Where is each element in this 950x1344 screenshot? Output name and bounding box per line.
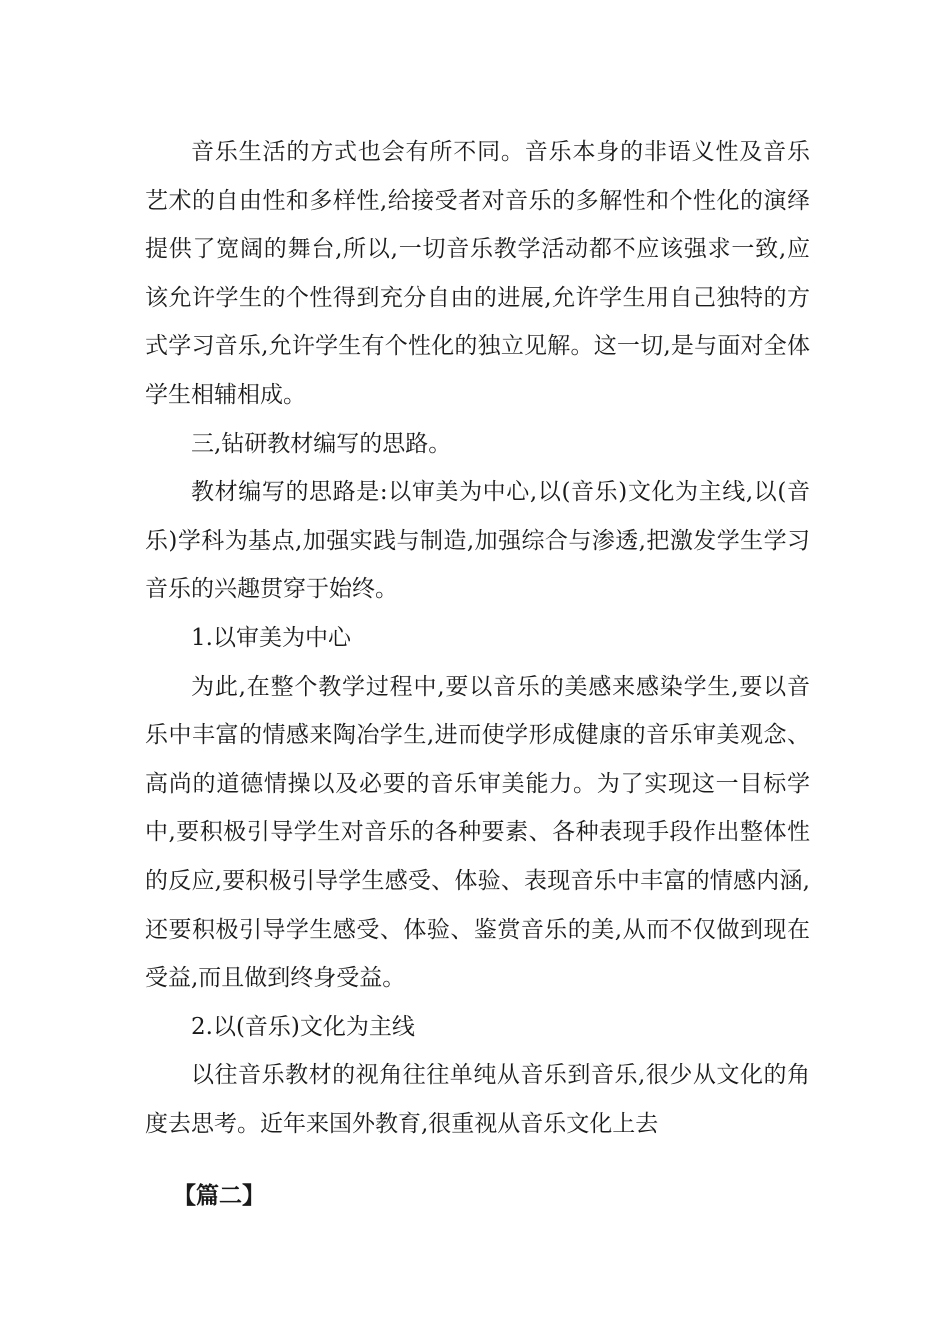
paragraph-3: 为此,在整个教学过程中,要以音乐的美感来感染学生,要以音乐中丰富的情感来陶冶学生,进而使学形成健康的音乐审美观念、高尚的道德情操以及必要的音乐审美能力。为了实现这一目标学中,要积极引导学生对音乐的各种要素、各种表现手段作出整体性的反应,要积极引导学生感受、体验、表现音乐中丰富的情感内涵,还要积极引导学生感受、体验、鉴赏音乐的美,从而不仅做到现在受益,而且做到终身受益。: [145, 673, 810, 992]
heading-section-3: 三,钻研教材编写的思路。: [191, 430, 452, 457]
subheading-1: 1.以审美为中心: [191, 624, 351, 651]
paragraph-1: 音乐生活的方式也会有所不同。音乐本身的非语义性及音乐艺术的自由性和多样性,给接受者对音乐的多解性和个性化的演绎提供了宽阔的舞台,所以,一切音乐教学活动都不应该强求一致,应该允许学生的个性得到充分自由的进展,允许学生用自己独特的方式学习音乐,允许学生有个性化的独立见解。这一切,是与面对全体学生相辅相成。: [145, 139, 810, 408]
section-label: 【篇二】: [173, 1182, 265, 1209]
document-body: [145, 128, 810, 1148]
paragraph-2: 教材编写的思路是:以审美为中心,以(音乐)文化为主线,以(音乐)学科为基点,加强实践与制造,加强综合与渗透,把激发学生学习音乐的兴趣贯穿于始终。: [145, 479, 810, 603]
paragraph-4: 以往音乐教材的视角往往单纯从音乐到音乐,很少从文化的角度去思考。近年来国外教育,很重视从音乐文化上去: [145, 1062, 810, 1137]
subheading-2: 2.以(音乐)文化为主线: [191, 1013, 415, 1040]
